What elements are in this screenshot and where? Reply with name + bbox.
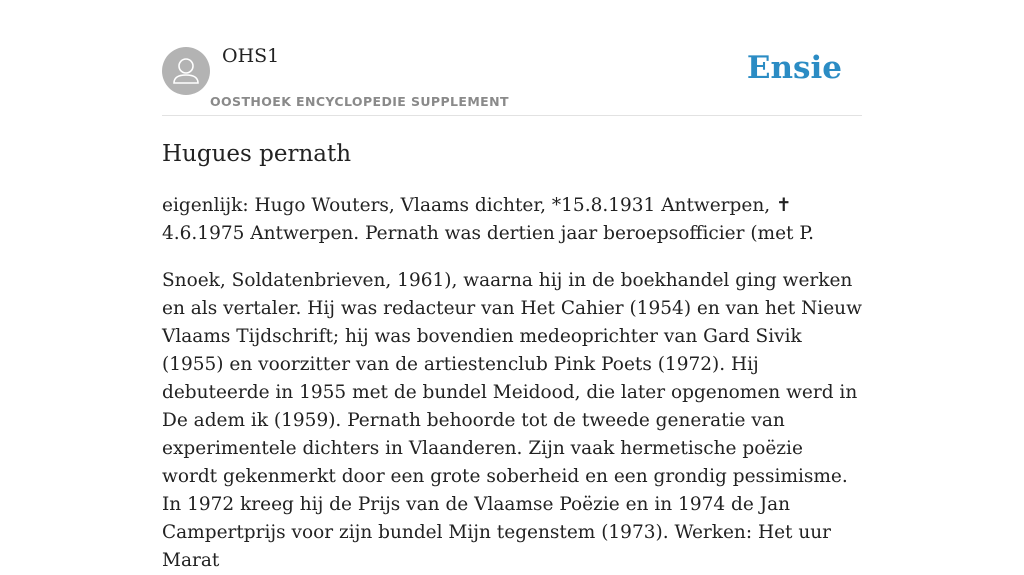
article-title: Hugues pernath [162, 141, 352, 167]
avatar[interactable] [162, 47, 210, 95]
source-name[interactable]: OOSTHOEK ENCYCLOPEDIE SUPPLEMENT [210, 94, 509, 109]
brand-logo[interactable]: Ensie [746, 50, 842, 86]
article-paragraph: eigenlijk: Hugo Wouters, Vlaams dichter, *15.8.1931 Antwerpen, ✝ 4.6.1975 Antwerpen. Pernath was dertien jaar beroepsofficier (met P. [162, 195, 814, 244]
article-header [162, 0, 862, 116]
page-container [162, 0, 862, 571]
article-paragraph: Snoek, Soldatenbrieven, 1961), waarna hij in de boekhandel ging werken en als vertaler. Hij was redacteur van Het Cahier (1954) en van het Nieuw Vlaams Tijdschrift; hij was bovendien medeoprichter van Gard Sivik (1955) en voorzitter van de artiestenclub Pink Poets (1972). Hij debuteerde in 1955 met de bundel Meidood, die later opgenomen werd in De adem ik (1959). Pernath behoorde tot de tweede generatie van experimentele dichters in Vlaanderen. Zijn vaak hermetische poëzie wordt gekenmerkt door een grote soberheid en een grondig pessimisme. In 1972 kreeg hij de Prijs van de Vlaamse Poëzie en in 1974 de Jan Campertprijs voor zijn bundel Mijn tegenstem (1973). Werken: Het uur Marat [162, 270, 862, 571]
user-icon [162, 47, 210, 95]
author-name-link[interactable]: OHS1 [222, 45, 280, 67]
